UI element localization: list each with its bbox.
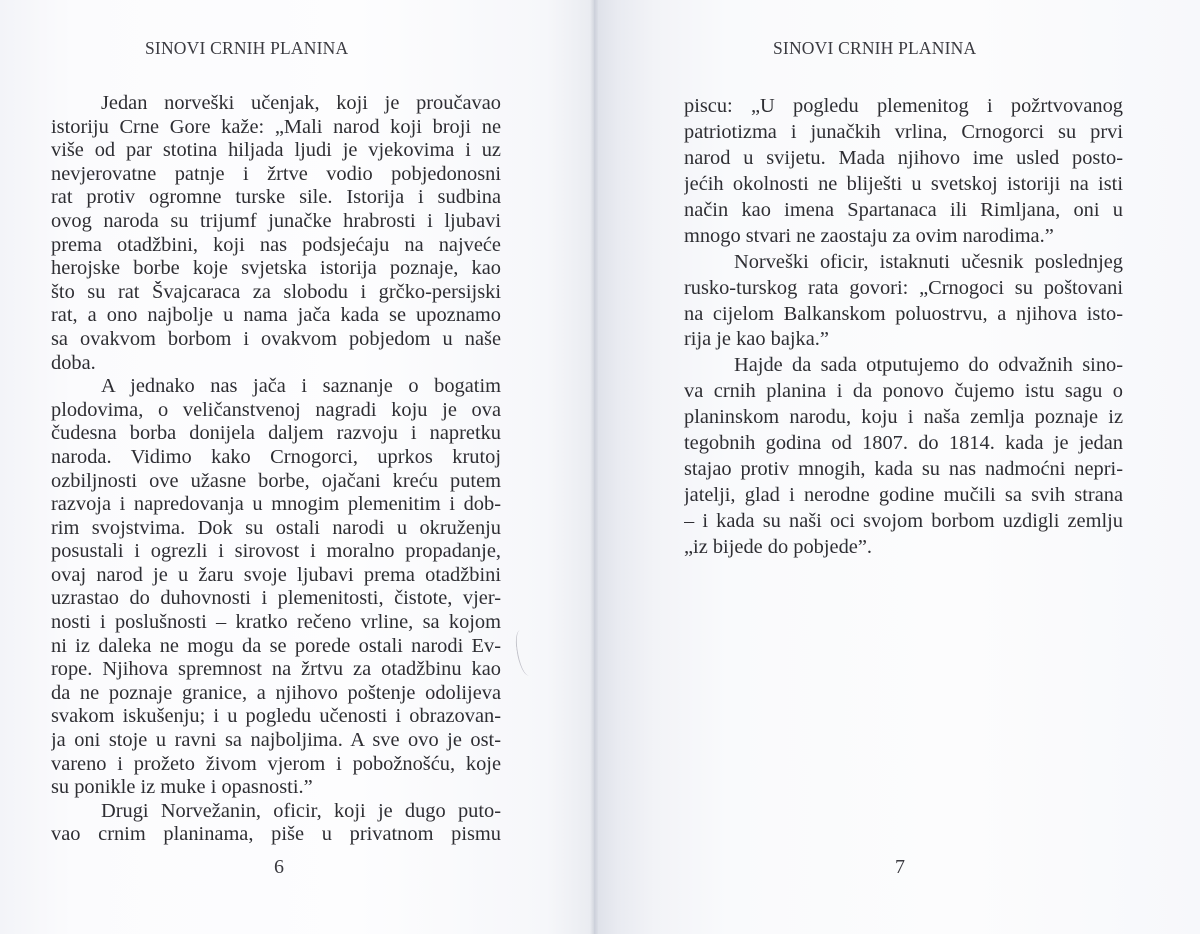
text-line: jećih okolnosti ne bliješti u svetskoj istoriji na isti [684, 172, 1123, 195]
text-line: čudesna borba donijela daljem razvoju i napretku [51, 422, 501, 445]
running-head-left: SINOVI CRNIH PLANINA [145, 38, 349, 58]
text-line: ovog naroda su trijumf junačke hrabrosti i ljubavi [51, 209, 501, 232]
text-line: da ne poznaje granice, a njihovo poštenje odolijeva [51, 681, 501, 704]
text-line: „iz bijede do pobjede”. [684, 535, 872, 558]
text-line: vao crnim planinama, piše u privatnom pismu [51, 823, 501, 846]
text-line: Jedan norveški učenjak, koji je proučavao [101, 92, 501, 114]
text-line: herojske borbe koje svjetska istorija poznaje, kao [51, 257, 501, 280]
text-line: rusko-turskog rata govori: „Crnogoci su poštovani [684, 276, 1123, 299]
right-page-body [684, 94, 1123, 561]
text-line: posustali i ogrezli i sirovost i moralno propadanje, [51, 540, 501, 563]
text-line: piscu: „U pogledu plemenitog i požrtvovanog [684, 95, 1123, 117]
text-line: narod u svijetu. Mada njihovo ime usled posto- [684, 146, 1123, 169]
text-line: ozbiljnosti ove užasne borbe, ojačani kreću putem [51, 469, 501, 492]
text-line: sa ovakvom borbom i ovakvom pobjedom u naše [51, 327, 501, 350]
text-line: su ponikle iz muke i opasnosti.” [51, 776, 313, 799]
pencil-mark [514, 629, 535, 677]
page-number-right: 7 [895, 856, 905, 878]
text-line: patriotizma i junačkih vrlina, Crnogorci su prvi [684, 120, 1123, 143]
text-line: na cijelom Balkanskom poluostrvu, a njihova isto- [684, 302, 1123, 325]
text-line: nosti i poslušnosti – kratko rečeno vrline, sa kojom [51, 611, 501, 634]
text-line: rat protiv ogromne turske sile. Istorija i sudbina [51, 186, 501, 209]
text-line: – i kada su naši oci svojom borbom uzdigli zemlju [684, 510, 1123, 532]
text-line: A jednako nas jača i saznanje o bogatim [101, 375, 501, 398]
text-line: rija je kao bajka.” [684, 328, 829, 351]
text-line: nevjerovatne patnje i žrtve vodio pobjedonosni [51, 162, 501, 185]
text-line: mnogo stvari ne zaostaju za ovim narodima.” [684, 224, 1054, 247]
text-line: planinskom narodu, koju i naša zemlja poznaje iz [684, 406, 1123, 429]
text-line: jatelji, glad i nerodne godine mučili sa svih strana [684, 484, 1123, 507]
text-line: Norveški oficir, istaknuti učesnik poslednjeg [734, 250, 1123, 273]
text-line: stajao protiv mnogih, kada su nas nadmoćni nepri- [684, 458, 1123, 481]
book-gutter [590, 0, 598, 934]
text-line: naroda. Vidimo kako Crnogorci, uprkos krutoj [51, 445, 501, 468]
left-page-body [51, 92, 501, 847]
text-line: ni iz daleka ne mogu da se porede ostali narodi Ev- [51, 634, 501, 657]
text-line: ovaj narod je u žaru svoje ljubavi prema otadžbini [51, 563, 501, 586]
text-line: prema otadžbini, koji nas podsjećaju na najveće [51, 233, 501, 256]
text-line: tegobnih godina od 1807. do 1814. kada je jedan [684, 432, 1123, 455]
text-line: što su rat Švajcaraca za slobodu i grčko-persijski [51, 280, 501, 303]
text-line: više od par stotina hiljada ljudi je vjekovima i uz [51, 139, 501, 162]
text-line: uzrastao do duhovnosti i plemenitosti, čistote, vjer- [51, 587, 501, 610]
text-line: va crnih planina i da ponovo čujemo istu sagu o [684, 380, 1123, 403]
running-head-right: SINOVI CRNIH PLANINA [773, 38, 977, 58]
text-line: rope. Njihova spremnost na žrtvu za otadžbinu kao [51, 658, 501, 681]
text-line: Hajde da sada otputujemo do odvažnih sino- [734, 354, 1123, 377]
text-line: istoriju Crne Gore kaže: „Mali narod koji broji ne [51, 115, 501, 138]
text-line: plodovima, o veličanstvenoj nagradi koju je ova [51, 398, 501, 421]
text-line: svakom iskušenju; i u pogledu učenosti i obrazovan- [51, 705, 501, 728]
text-line: vareno i prožeto živom vjerom i pobožnošću, koje [51, 752, 501, 775]
text-line: Drugi Norvežanin, oficir, koji je dugo puto- [101, 799, 501, 822]
text-line: razvoja i napredovanja u mnogim plemenitim i dob- [51, 493, 501, 516]
text-line: rim svojstvima. Dok su ostali narodi u okruženju [51, 516, 501, 539]
text-line: način kao imena Spartanaca ili Rimljana, oni u [684, 198, 1123, 221]
text-line: rat, a ono najbolje u nama jača kada se upoznamo [51, 304, 501, 327]
text-line: ja oni stoje u ravni sa najboljima. A sve ovo je ost- [51, 729, 501, 752]
page-number-left: 6 [274, 856, 284, 878]
text-line: doba. [51, 351, 96, 374]
